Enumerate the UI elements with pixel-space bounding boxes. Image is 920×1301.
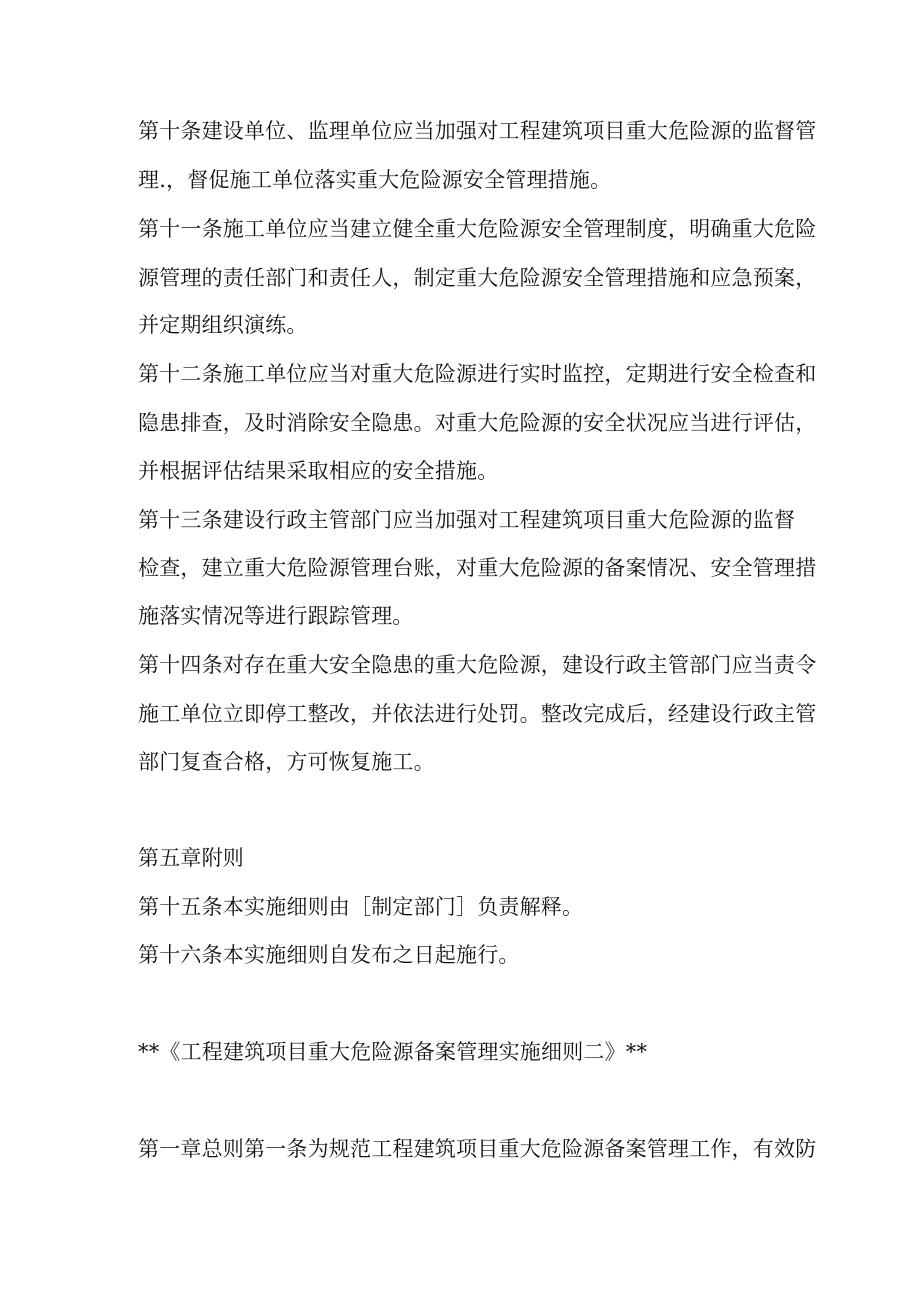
text-line: 第十二条施工单位应当对重大危险源进行实时监控，定期进行安全检查和 <box>138 362 817 386</box>
text-line: 理.，督促施工单位落实重大危险源安全管理措施。 <box>138 168 612 192</box>
text-line: 源管理的责任部门和责任人，制定重大危险源安全管理措施和应急预案， <box>138 266 817 290</box>
text-line: 隐患排查，及时消除安全隐患。对重大危险源的安全状况应当进行评估， <box>138 411 817 435</box>
text-line: 第十三条建设行政主管部门应当加强对工程建筑项目重大危险源的监督 <box>138 508 796 532</box>
document-title: **《工程建筑项目重大危险源备案管理实施细则二》** <box>138 1040 648 1064</box>
text-line: 检查，建立重大危险源管理台账，对重大危险源的备案情况、安全管理措 <box>138 556 817 580</box>
text-line: 第十四条对存在重大安全隐患的重大危险源，建设行政主管部门应当责令 <box>138 653 817 677</box>
text-line: 并根据评估结果采取相应的安全措施。 <box>138 459 499 483</box>
text-line: 第十五条本实施细则由［制定部门］负责解释。 <box>138 895 584 919</box>
text-line: 施工单位立即停工整改，并依法进行处罚。整改完成后，经建设行政主管 <box>138 702 817 726</box>
section-heading: 第五章附则 <box>138 846 244 870</box>
text-line: 第十条建设单位、监理单位应当加强对工程建筑项目重大危险源的监督管 <box>138 119 817 143</box>
text-line: 部门复查合格，方可恢复施工。 <box>138 750 435 774</box>
text-line: 第十六条本实施细则自发布之日起施行。 <box>138 943 520 967</box>
text-line: 第一章总则第一条为规范工程建筑项目重大危险源备案管理工作，有效防 <box>138 1137 817 1161</box>
text-line: 施落实情况等进行跟踪管理。 <box>138 604 414 628</box>
text-line: 并定期组织演练。 <box>138 313 308 337</box>
text-line: 第十一条施工单位应当建立健全重大危险源安全管理制度，明确重大危险 <box>138 217 817 241</box>
